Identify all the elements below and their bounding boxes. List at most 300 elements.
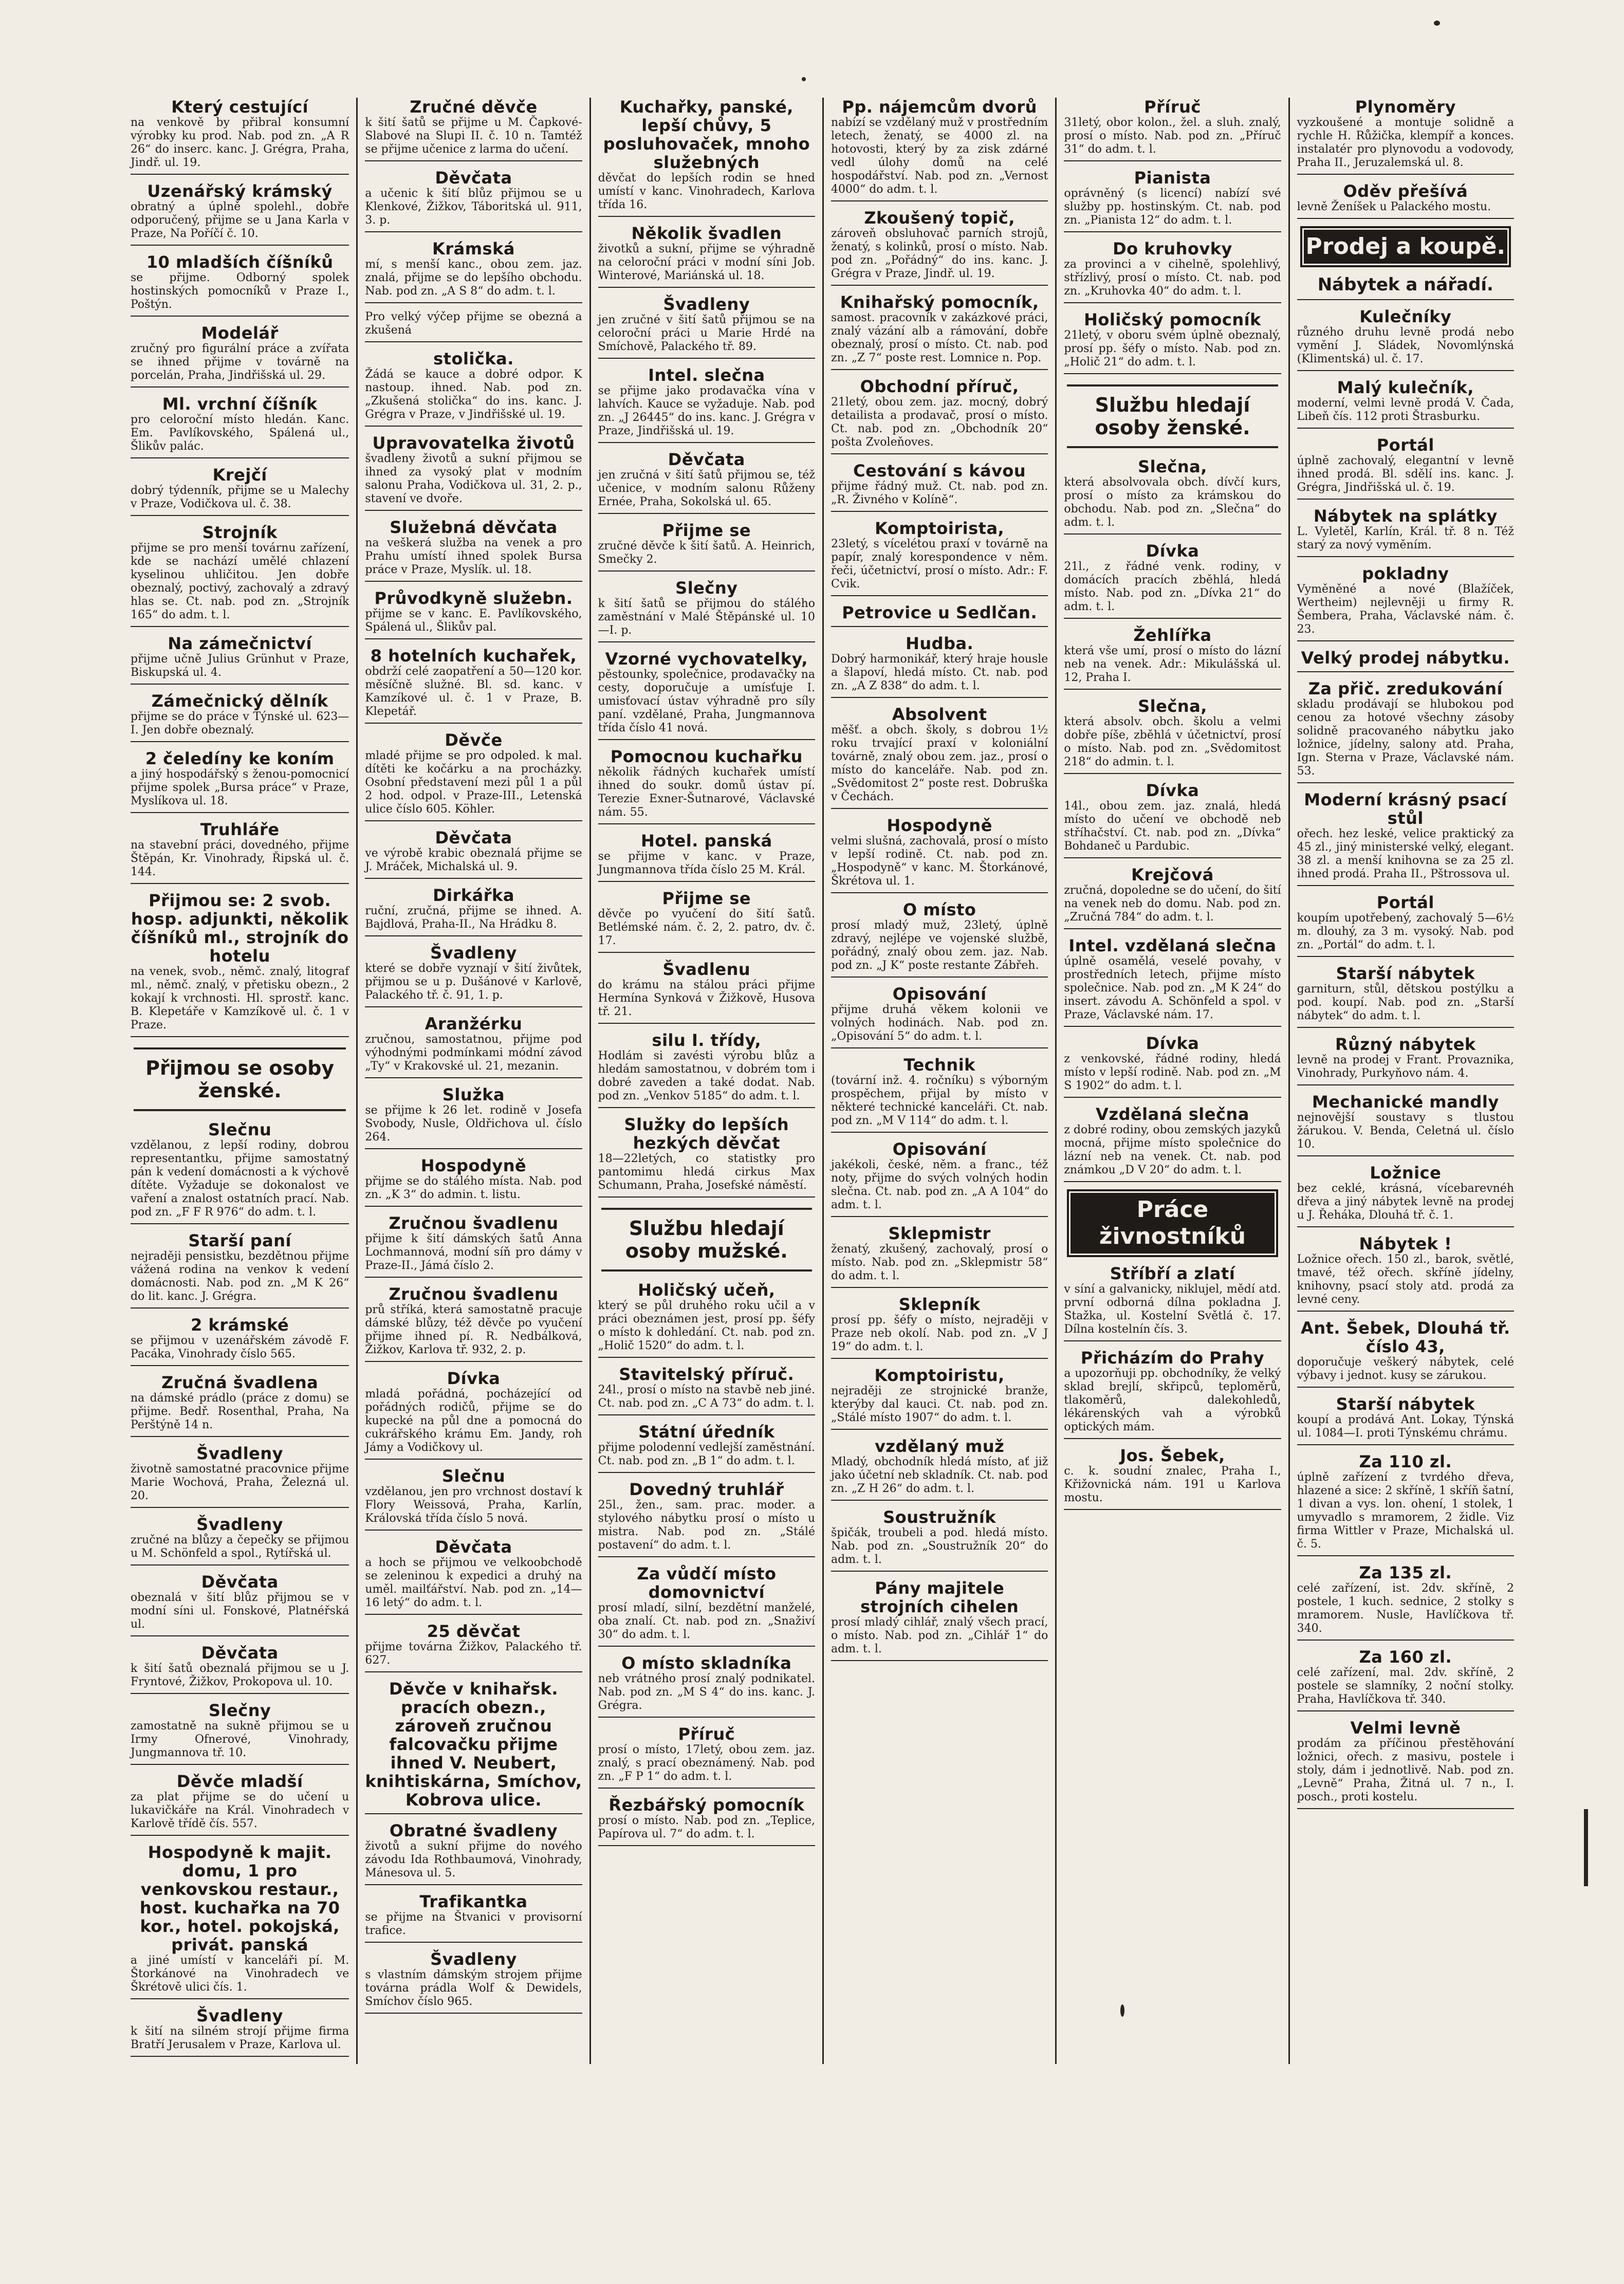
ad-divider bbox=[1297, 1710, 1514, 1711]
section-heading: Službu hledají osoby mužské. bbox=[601, 1208, 812, 1272]
ad-headline: Hospodyně bbox=[887, 816, 992, 835]
ad-divider bbox=[831, 697, 1048, 698]
classified-ad bbox=[131, 1515, 349, 1565]
classified-ad bbox=[1064, 697, 1281, 774]
ad-divider bbox=[598, 1646, 815, 1647]
classified-ad bbox=[1064, 865, 1281, 929]
ad-text: doporučuje veškerý nábytek, celé výbavy i jednot. kusy se zárukou. bbox=[1297, 1356, 1514, 1382]
ad-divider bbox=[1297, 218, 1514, 219]
ad-headline: Pianista bbox=[1134, 168, 1211, 188]
ad-headline: Holičský učeň, bbox=[638, 1280, 776, 1300]
ad-text: úplně osamělá, veselé povahy, v prostředních letech, přijme místo společnice. Nab. pod zn. „M K 24“ do insert. závodu A. Schönfeld a spol. v Praze, Václavské nám. 17. bbox=[1064, 955, 1281, 1021]
ad-headline: stolička. bbox=[433, 349, 514, 369]
ad-divider bbox=[831, 1500, 1048, 1501]
ad-divider bbox=[1297, 1311, 1514, 1312]
ad-divider bbox=[365, 1361, 582, 1362]
ad-text: úplně zachovalý, elegantní v levně ihned prodá. Bl. sdělí ins. kanc. J. Grégra, Jindřišská ul. č. 19. bbox=[1297, 454, 1514, 494]
ad-divider bbox=[598, 1107, 815, 1108]
ad-divider bbox=[1297, 174, 1514, 175]
classified-ad bbox=[1297, 1093, 1514, 1156]
ad-divider bbox=[131, 1365, 349, 1366]
ad-text: z venkovské, řádné rodiny, hledá místo v lepší rodině. Nab. pod zn. „M S 1902“ do adm. t. l. bbox=[1064, 1053, 1281, 1092]
classified-ad bbox=[365, 647, 582, 724]
ad-text: Žádá se kauce a dobré odpor. K nastoup. ihned. Nab. pod zn. „Zkušená stolička“ do ins. kanc. J. Grégra v Praze, v Jindřišské ul. 19. bbox=[365, 368, 582, 421]
classified-ad bbox=[1297, 564, 1514, 641]
ad-divider bbox=[831, 595, 1048, 596]
ad-divider bbox=[131, 1998, 349, 1999]
classified-ad bbox=[1064, 936, 1281, 1027]
ad-text: prů stříká, která samostatně pracuje dámské blůzy, též děvče po vyučení přijme ihned pí. R. Nedbálková, Žižkov, Karlova tř. 932, 2. p. bbox=[365, 1303, 582, 1356]
ad-divider bbox=[1064, 1097, 1281, 1098]
ad-text: obratný a úplně spolehl., dobře odporučený, přijme se u Jana Karla v Praze, Na Poříčí č. 10. bbox=[131, 200, 349, 240]
ad-headline: Slečny bbox=[209, 1701, 271, 1720]
ad-divider bbox=[831, 453, 1048, 454]
classified-ad bbox=[831, 1437, 1048, 1501]
classified-ad bbox=[831, 1224, 1048, 1288]
ad-text: švadleny životů a sukní přijmou se ihned za vysoký plat v modním salonu Praha, Vodičkova ul. 31, 2. p., stavení ve dvoře. bbox=[365, 452, 582, 505]
ad-headline: Žehlířka bbox=[1133, 625, 1212, 645]
ad-text: pěstounky, společnice, prodavačky na cesty, doporučuje a umísťuje I. umisťovací ústav výhradně pro síly paní. vzdělané, Praha, Jungmannova třída číslo 41 nová. bbox=[598, 668, 815, 734]
ad-text: ořech. hez leské, velice praktický za 45 zl., jiný ministerské velký, elegant. 38 zl. a menší knihovna se za 25 zl. ihned prodá. Praha II., Pštrossova ul. bbox=[1297, 827, 1514, 880]
ad-text: Pro velký výčep přijme se obezná a zkušená bbox=[365, 310, 582, 337]
ad-headline: Starší paní bbox=[188, 1231, 291, 1250]
sub-heading: Nábytek a nářadí. bbox=[1297, 274, 1514, 300]
classified-ad bbox=[1297, 307, 1514, 371]
ad-headline: Příruč bbox=[678, 1724, 735, 1744]
ad-text: do krámu na stálou práci přijme Hermína Synková v Žižkově, Husova tř. 21. bbox=[598, 979, 815, 1018]
ad-text: a hoch se přijmou ve velkoobchodě se zeleninou k expedici a druhý na uměl. mailťářství. Nab. pod zn. „14—16 letý“ do adm. t. l. bbox=[365, 1556, 582, 1609]
ad-headline: Dívka bbox=[1146, 541, 1199, 561]
classified-ad bbox=[598, 747, 815, 824]
ad-text: na venkově by přibral konsumní výrobky ku prod. Nab. pod zn. „A R 26“ do inserc. kanc. J. Grégra, Praha, Jindř. ul. 19. bbox=[131, 116, 349, 169]
ad-text: z dobré rodiny, obou zemských jazyků mocná, přijme místo společnice do lázní neb na venek. Ct. nab. pod známkou „D V 20“ do adm. t. l. bbox=[1064, 1123, 1281, 1176]
ad-divider bbox=[365, 510, 582, 511]
ad-text: levně na prodej v Frant. Provaznika, Vinohrady, Purkyňovo nám. 4. bbox=[1297, 1054, 1514, 1080]
ad-text: zručné děvče k šití šatů. A. Heinrich, Smečky 2. bbox=[598, 540, 815, 566]
ad-divider bbox=[365, 1614, 582, 1615]
ad-text: přijme továrna Žižkov, Palackého tř. 627. bbox=[365, 1641, 582, 1667]
ad-text: nabízí se vzdělaný muž v prostředním letech, ženatý, se 4000 zl. na hotovosti, který by za zisk zdárné vedl úlohy domů na celé hospodářství. Nab. pod zn. „Vernost 4000“ do adm. t. l. bbox=[831, 116, 1048, 196]
classified-ad bbox=[831, 1140, 1048, 1217]
ad-headline: Švadleny bbox=[430, 1949, 517, 1969]
ad-headline: Švadleny bbox=[196, 1444, 284, 1463]
ad-divider bbox=[1297, 640, 1514, 641]
classified-ad bbox=[1064, 1446, 1281, 1510]
ad-divider bbox=[365, 878, 582, 879]
classified-ad bbox=[598, 1365, 815, 1415]
ad-text: měšť. a obch. školy, s dobrou 1½ roku trvající praxí v koloniální továrně, znalý obou zem. jaz., prosí o místo do kanceláře. Nab. pod zn. „Svědomitost 2“ poste rest. Dobruška v Čechách. bbox=[831, 724, 1048, 803]
ad-divider bbox=[1297, 1444, 1514, 1445]
ad-divider bbox=[1064, 928, 1281, 929]
ad-text: na dámské prádlo (práce z domu) se přijme. Bedř. Rosenthal, Praha, Na Perštýně 14 n. bbox=[131, 1392, 349, 1431]
ad-headline: Stavitelský příruč. bbox=[619, 1365, 795, 1384]
ad-headline: Za 160 zl. bbox=[1359, 1647, 1452, 1667]
ad-divider bbox=[365, 160, 582, 161]
ad-headline: Slečny bbox=[675, 578, 738, 598]
classified-ad bbox=[365, 828, 582, 879]
ad-text: celé zařízení, ist. 2dv. skříně, 2 postele, 1 kuch. sednice, 2 stolky s mramorem. Nusle, Havlíčkova tř. 340. bbox=[1297, 1582, 1514, 1635]
classified-ad bbox=[131, 1644, 349, 1694]
ad-text: prosí mladý muž, 23letý, úplně zdravý, nejlépe ve vojenské službě, pořádný, znalý obou zem. jaz. Nab. pod zn. „J K“ poste restante Zábřeh. bbox=[831, 919, 1048, 972]
ad-divider bbox=[1297, 1555, 1514, 1556]
classified-ad bbox=[131, 395, 349, 458]
classified-ad bbox=[598, 224, 815, 288]
classified-ad bbox=[1297, 1648, 1514, 1711]
ad-text: velmi slušná, zachovalá, prosí o místo v lepší rodině. Ct. nab. pod zn. „Hospodyně“ v kanc. M. Štorkánové, Škrétova ul. 1. bbox=[831, 835, 1048, 888]
classified-ad bbox=[598, 1423, 815, 1473]
column-6 bbox=[1288, 98, 1521, 2064]
ad-text: zamostatně na sukně přijmou se u Irmy Ofnerové, Vinohrady, Jungmannova tř. 10. bbox=[131, 1720, 349, 1759]
ad-divider bbox=[1064, 231, 1281, 232]
ad-text: 31letý, obor kolon., žel. a sluh. znalý, prosí o místo. Nab. pod zn. „Příruč 31“ do adm. t. l. bbox=[1064, 116, 1281, 156]
ad-headline: Knihařský pomocník, bbox=[840, 292, 1039, 312]
ad-text: které se dobře vyznají v šití živůtek, přijmou se u p. Dušánové v Karlově, Palackého tř. č. 91, 1. p. bbox=[365, 962, 582, 1002]
ad-headline: 8 hotelních kuchařek, bbox=[370, 646, 577, 666]
ad-headline: Cestování s kávou bbox=[853, 461, 1026, 481]
ad-headline: Za 110 zl. bbox=[1359, 1452, 1452, 1471]
ad-text: zručnou, samostatnou, přijme pod výhodnými podmínkami módní závod „Ty“ v Krakovské ul. 21, mezanin. bbox=[365, 1033, 582, 1073]
ad-text: 23letý, s vícelétou praxí v továrně na papír, znalý korespondence v něm. řeči, účetnictví, prosí o místo. Adr.: F. Cvik. bbox=[831, 538, 1048, 591]
ad-divider bbox=[365, 1277, 582, 1278]
ad-headline: Který cestující bbox=[171, 97, 309, 117]
ad-text: která absolv. obch. školu a velmi dobře píše, zběhlá v účetnictví, prosí o místo. Nab. pod zn. „Svědomitost 218“ do admin. t. l. bbox=[1064, 715, 1281, 768]
classified-ad bbox=[598, 295, 815, 359]
ad-divider bbox=[365, 638, 582, 639]
ad-headline: Za vůdčí místo domovnictví bbox=[637, 1564, 777, 1602]
classified-ad bbox=[1064, 240, 1281, 303]
ad-text: přijme učně Julius Grünhut v Praze, Biskupská ul. 4. bbox=[131, 653, 349, 679]
ad-divider bbox=[831, 1358, 1048, 1359]
ad-divider bbox=[365, 1077, 582, 1078]
ad-headline: Technik bbox=[903, 1055, 975, 1075]
ad-text: jakékoli, české, něm. a franc., též noty, přijme do svých volných hodin slečna. Ct. nab. pod zn. „A A 104“ do adm. t. l. bbox=[831, 1158, 1048, 1211]
ad-headline: Švadlenu bbox=[662, 960, 751, 979]
ad-text: 14l., obou zem. jaz. znalá, hledá místo do učení ve obchodě neb stříhačství. Ct. nab. pod zn. „Dívka“ Bohdaneč u Pardubic. bbox=[1064, 800, 1281, 853]
ad-headline: Švadleny bbox=[196, 1515, 284, 1534]
ad-divider bbox=[1297, 1084, 1514, 1085]
ad-text: prosí mladí, silní, bezdětní manželé, oba znalí. Ct. nab. pod zn. „Snaživí 30“ do adm. t. l. bbox=[598, 1601, 815, 1641]
ad-text: mí, s menší kanc., obou zem. jaz. znalá, přijme se do lepšího obchodu. Nab. pod zn. „A S 8“ do adm. t. l. bbox=[365, 258, 582, 298]
ad-headline: Zručná švadlena bbox=[161, 1373, 319, 1392]
ad-divider bbox=[1297, 1640, 1514, 1641]
ad-divider bbox=[1297, 499, 1514, 500]
ad-headline: Za přič. zredukování bbox=[1308, 679, 1503, 698]
ad-headline: Krejčová bbox=[1131, 865, 1214, 885]
ad-divider bbox=[598, 570, 815, 572]
ad-headline: silu I. třídy, bbox=[652, 1030, 762, 1050]
classified-ad bbox=[365, 1821, 582, 1885]
classified-ad bbox=[598, 450, 815, 514]
ad-headline: Přicházím do Prahy bbox=[1080, 1348, 1265, 1368]
ad-text: děvčat do lepších rodin se hned umístí v kanc. Vinohradech, Karlova třída 16. bbox=[598, 172, 815, 211]
ad-divider bbox=[365, 935, 582, 936]
classified-ad bbox=[1064, 1105, 1281, 1182]
ad-divider bbox=[365, 1459, 582, 1460]
ad-headline: Dirkářka bbox=[433, 886, 514, 905]
ad-text: bez ceklé, krásná, vícebarevnéh dřeva a jiný nábytek levně na prodej u J. Řeháka, Dlouhá tř. č. 1. bbox=[1297, 1182, 1514, 1222]
classified-ad bbox=[1064, 626, 1281, 690]
ad-text: různého druhu levně prodá nebo vymění J. Sládek, Novomlýnská (Klimentská) ul. č. 17. bbox=[1297, 326, 1514, 365]
ad-text: 21l., z řádné venk. rodiny, v domácích pracích zběhlá, hledá místo. Nab. pod zn. „Dívka 21“ do adm. t. l. bbox=[1064, 560, 1281, 613]
classified-ad bbox=[831, 816, 1048, 893]
ad-headline: Na zámečnictví bbox=[168, 634, 312, 653]
ad-divider bbox=[1297, 428, 1514, 429]
ad-text: Ložnice ořech. 150 zl., barok, světlé, tmavé, též ořech. skříně jídelny, knihovny, psací stoly atd. prodá za levné ceny. bbox=[1297, 1253, 1514, 1306]
classified-ad bbox=[1064, 781, 1281, 858]
ad-text: neb vrátného prosí znalý podnikatel. Nab. pod zn. „M S 4“ do ins. kanc. J. Grégra. bbox=[598, 1672, 815, 1712]
ad-divider bbox=[1064, 533, 1281, 535]
ad-divider bbox=[365, 1942, 582, 1943]
ad-divider bbox=[1064, 1509, 1281, 1510]
ad-headline: Švadleny bbox=[196, 2006, 284, 2025]
classified-ad bbox=[131, 466, 349, 516]
classified-ad bbox=[1297, 436, 1514, 500]
ad-text: a upozorňuji pp. obchodníky, že velký sklad brejlí, skřipců, teploměrů, tlakoměrů, dalekohledů, lékárenských vah a výrobků optických mám. bbox=[1064, 1367, 1281, 1433]
ad-text: přijme se do práce v Týnské ul. 623—I. Jen dobře obeznalý. bbox=[131, 710, 349, 736]
ad-text: 18—22letých, co statistky pro pantomimu hledá cirkus Max Schumann, Praha, Josefské náměstí. bbox=[598, 1152, 815, 1192]
classified-ad bbox=[831, 900, 1048, 978]
ad-headline: Portál bbox=[1376, 435, 1434, 455]
ad-headline: Děvčata bbox=[435, 1537, 512, 1557]
ad-text: Dobrý harmonikář, který hraje housle a šlapoví, hledá místo. Ct. nab. pod zn. „A Z 838“ do adm. t. l. bbox=[831, 653, 1048, 692]
ad-divider bbox=[131, 1436, 349, 1437]
classified-ad bbox=[131, 98, 349, 175]
ad-headline: Jos. Šebek, bbox=[1120, 1446, 1225, 1465]
ad-divider bbox=[1064, 857, 1281, 858]
ad-headline: Příruč bbox=[1144, 97, 1201, 117]
ad-divider bbox=[1064, 160, 1281, 161]
ad-headline: Zámečnický dělník bbox=[151, 691, 328, 711]
ad-headline: Zkoušený topič, bbox=[864, 208, 1016, 228]
ad-divider bbox=[131, 741, 349, 742]
ad-divider bbox=[831, 1660, 1048, 1661]
ad-divider bbox=[365, 426, 582, 427]
ad-headline: Vzorné vychovatelky, bbox=[605, 649, 808, 669]
ad-text: se přijme v kanc. v Praze, Jungmannova třída číslo 25 M. Král. bbox=[598, 850, 815, 876]
ad-headline: 25 děvčat bbox=[427, 1622, 521, 1641]
classified-ad bbox=[131, 324, 349, 388]
ad-divider bbox=[1297, 956, 1514, 957]
ad-text: ženatý, zkušený, zachovalý, prosí o místo. Nab. pod zn. „Sklepmistr 58“ do adm. t. l. bbox=[831, 1243, 1048, 1282]
ad-text: dobrý týdenník, přijme se u Malechy v Praze, Vodičkova ul. č. 38. bbox=[131, 484, 349, 510]
ad-divider bbox=[365, 1813, 582, 1814]
ad-headline: Aranžérku bbox=[425, 1014, 523, 1034]
ad-divider bbox=[131, 1635, 349, 1636]
ad-text: prosí mladý cihlář, znalý všech prací, o místo. Nab. pod zn. „Cihlář 1“ do adm. t. l. bbox=[831, 1616, 1048, 1655]
classified-ad bbox=[831, 603, 1048, 627]
ad-text: úplně zařízení z tvrdého dřeva, hlazené a sice: 2 skříně, 1 skříň šatní, 1 divan a vys. lon. ohení, 1 stolek, 1 umyvadlo s mramorem, 2 židle. Viz firma Wittler v Praze, Michalská ul. č. 5. bbox=[1297, 1471, 1514, 1551]
ad-headline: Švadleny bbox=[430, 943, 517, 963]
classified-ad bbox=[831, 98, 1048, 201]
ad-text: k šití šatů se přijmou do stálého zaměstnání v Malé Štěpánské ul. 10—I. p. bbox=[598, 597, 815, 637]
section-heading: Službu hledají osoby ženské. bbox=[1067, 384, 1278, 448]
ad-text: L. Vyletěl, Karlín, Král. tř. 8 n. Též starý za nový vyměním. bbox=[1297, 525, 1514, 551]
classified-ad bbox=[831, 1579, 1048, 1661]
ad-text: skladu prodávají se hlubokou pod cenou za hotové všechny zásoby solidně pracovaného nábytku jako ložnice, jídelny, salony atd. Praha, Ign. Sterna v Praze, Václavské nám. 53. bbox=[1297, 698, 1514, 778]
ad-text: zručná, dopoledne se do učení, do šití na venek neb do domu. Nab. pod zn. „Zručná 784“ do adm. t. l. bbox=[1064, 884, 1281, 924]
ad-text: levně Ženíšek u Palackého mostu. bbox=[1297, 200, 1491, 213]
classified-ad bbox=[1064, 169, 1281, 232]
classified-ad bbox=[1297, 964, 1514, 1028]
classified-ad bbox=[1064, 542, 1281, 619]
ad-text: několik řádných kuchařek umístí ihned do soukr. domů ústav pí. Terezie Exner-Šutnarové, Václavské nám. 55. bbox=[598, 766, 815, 819]
ad-text: se přijme na Štvanici v provisorní trafice. bbox=[365, 1911, 582, 1937]
classified-ad bbox=[598, 579, 815, 642]
ad-headline: Pomocnou kuchařku bbox=[610, 747, 803, 766]
ad-text: se přijme jako prodavačka vína v lahvích. Kauce se vyžaduje. Nab. pod zn. „J 26445“ do ins. kanc. J. Grégra v Praze, Jindřišská ul. 19. bbox=[598, 384, 815, 437]
ad-headline: Intel. slečna bbox=[648, 365, 765, 385]
ad-headline: Státní úředník bbox=[638, 1422, 775, 1442]
ad-text: na venek, svob., němč. znalý, litograf ml., němč. znalý, v přetisku obezn., 2 kokají k vrchnosti. Hl. sprostř. kanc. B. Klepetáře v Kamzíkově ul. č. 1 v Praze. bbox=[131, 965, 349, 1032]
ad-text: celé zařízení, mal. 2dv. skříně, 2 postele se slamníky, 2 noční stolky. Praha, Havlíčkova tř. 340. bbox=[1297, 1666, 1514, 1706]
ad-headline: Strojník bbox=[202, 523, 278, 542]
ad-text: přijme k šití dámských šatů Anna Lochmannová, modní síň pro dámy v Praze-II., Jámá číslo 2. bbox=[365, 1232, 582, 1272]
section-banner: Práce živnostníků bbox=[1067, 1189, 1278, 1257]
ad-text: moderní, velmi levně prodá V. Čada, Libeň čís. 112 proti Štrasburku. bbox=[1297, 397, 1514, 423]
ad-divider bbox=[831, 200, 1048, 201]
ad-text: a učenic k šití blůz přijmou se u Klenkové, Žižkov, Táboritská ul. 911, 3. p. bbox=[365, 187, 582, 227]
classified-ad bbox=[598, 1796, 815, 1846]
ad-divider bbox=[131, 457, 349, 458]
classified-ad bbox=[1297, 1563, 1514, 1641]
margin-mark bbox=[1584, 1809, 1588, 1886]
classified-ad bbox=[831, 377, 1048, 454]
ad-headline: Děvče mladší bbox=[176, 1772, 303, 1791]
ad-headline: Obratné švadleny bbox=[389, 1821, 558, 1840]
ad-divider bbox=[598, 358, 815, 359]
ad-text: mladá pořádná, pocházející od pořádných rodičů, přijme se do kupecké na půl dne a pomocná do cukrářského krámu Em. Jandy, roh Jámy a Vodičkovy ul. bbox=[365, 1388, 582, 1454]
ad-text: nejraději ze strojnické branže, kterýby dal kauci. Ct. nab. pod zn. „Stálé místo 1907“ do adm. t. l. bbox=[831, 1385, 1048, 1424]
ad-headline: Slečnu bbox=[441, 1466, 506, 1486]
ad-divider bbox=[365, 1206, 582, 1207]
ad-divider bbox=[831, 369, 1048, 370]
ad-text: za plat přijme se do učení u lukavičkáře na Král. Vinohradech v Karlově třídě čís. 557. bbox=[131, 1791, 349, 1830]
ad-divider bbox=[131, 1764, 349, 1765]
classified-ad bbox=[598, 960, 815, 1024]
classified-ad bbox=[131, 1772, 349, 1836]
classified-ad bbox=[131, 182, 349, 246]
ad-headline: Za 135 zl. bbox=[1359, 1563, 1452, 1582]
classified-ad bbox=[365, 1285, 582, 1362]
ad-headline: Absolvent bbox=[892, 705, 987, 724]
ad-divider bbox=[598, 513, 815, 514]
ad-divider bbox=[365, 1884, 582, 1885]
classified-ad bbox=[1297, 790, 1514, 886]
column-5 bbox=[1055, 98, 1288, 2064]
ad-divider bbox=[1297, 885, 1514, 886]
ad-text: jen zručné v šití šatů přijmou se na celoroční práci u Marie Hrdé na Smíchově, Palackého tř. 89. bbox=[598, 314, 815, 353]
classified-ad bbox=[1297, 378, 1514, 429]
ad-headline: Plynoměry bbox=[1355, 97, 1456, 117]
ad-text: garniturn, stůl, dětskou postýlku a pod. koupí. Nab. pod zn. „Starší nábytek“ do adm. t. l. bbox=[1297, 983, 1514, 1022]
ad-text: 21letý, v oboru svém úplně obeznalý, prosí pp. šéfy o místo. Nab. pod zn. „Holič 21“ do adm. t. l. bbox=[1064, 329, 1281, 369]
classified-ad bbox=[131, 2006, 349, 2057]
classified-ad bbox=[598, 832, 815, 882]
ad-text: ruční, zručná, přijme se ihned. A. Bajdlová, Praha-II., Na Hrádku 8. bbox=[365, 905, 582, 931]
ad-divider bbox=[831, 1047, 1048, 1048]
ad-headline: Nábytek ! bbox=[1359, 1234, 1452, 1254]
ad-headline: Švadleny bbox=[663, 294, 750, 314]
classified-ad bbox=[131, 634, 349, 685]
ad-headline: Služky do lepších hezkých děvčat bbox=[624, 1115, 789, 1153]
classified-ad bbox=[365, 434, 582, 511]
ad-headline: Dovedný truhlář bbox=[629, 1480, 784, 1499]
classified-ad bbox=[1297, 1719, 1514, 1809]
classified-ad bbox=[1064, 310, 1281, 374]
ad-headline: Malý kulečník, bbox=[1337, 378, 1474, 397]
ad-text: a jiný hospodářský s ženou-pomocnicí přijme spolek „Bursa práce“ v Praze, Myslíkova ul. 18. bbox=[131, 768, 349, 807]
classified-ad bbox=[831, 705, 1048, 809]
ad-divider bbox=[1064, 1438, 1281, 1439]
ad-text: se přijme k 26 let. rodině v Josefa Svobody, Nusle, Oldřichova ul. číslo 264. bbox=[365, 1104, 582, 1144]
ad-headline: Upravovatelka životů bbox=[372, 433, 575, 453]
ad-headline: Pp. nájemcům dvorů bbox=[842, 97, 1037, 117]
ad-headline: 2 čeledíny ke koním bbox=[145, 749, 335, 768]
classified-ad bbox=[598, 889, 815, 953]
ad-headline: Přijme se bbox=[662, 521, 751, 540]
ad-text: pro celoroční místo hledán. Kanc. Em. Pavlíkovského, Spálená ul., Šlikův palác. bbox=[131, 413, 349, 453]
classified-ad bbox=[831, 634, 1048, 698]
ad-text: 25l., žen., sam. prac. moder. a stylového nábytku prosí o místo u mistra. Nab. pod zn. „Stálé postavení“ do adm. t. l. bbox=[598, 1499, 815, 1552]
ad-text: obeznalá v šití blůz přijmou se v modní síni ul. Fonskové, Platnéřská ul. bbox=[131, 1591, 349, 1631]
ad-divider bbox=[365, 231, 582, 232]
classified-ad bbox=[131, 253, 349, 317]
ad-headline: Vzdělaná slečna bbox=[1096, 1104, 1249, 1124]
ad-text: se přijmou v uzenářském závodě F. Pacáka, Vinohrady číslo 565. bbox=[131, 1334, 349, 1360]
ad-divider bbox=[598, 1717, 815, 1718]
ad-headline: Děvče v knihařsk. pracích obezn., zároveň zručnou falcovačku přijme ihned V. Neubert, knihtiskárna, Smíchov, Kobrova ulice. bbox=[365, 1679, 582, 1810]
ad-text: a jiné umístí v kanceláři pí. M. Štorkánové na Vinohradech ve Škrétově ulici čís. 1. bbox=[131, 1954, 349, 1994]
ad-divider bbox=[1297, 1155, 1514, 1156]
ad-headline: Děvčata bbox=[668, 450, 745, 469]
ad-text: který se půl druhého roku učil a v práci obeznámen jest, prosí pp. šéfy o místo k dohledání. Ct. nab. pod zn. „Holič 1520“ do adm. t. l. bbox=[598, 1299, 815, 1352]
ad-text: životně samostatné pracovnice přijme Marie Wochová, Praha, Železná ul. 20. bbox=[131, 1463, 349, 1502]
classified-ad bbox=[365, 589, 582, 639]
section-heading: Přijmou se osoby ženské. bbox=[134, 1047, 346, 1111]
classified-ad bbox=[131, 1573, 349, 1636]
ad-divider bbox=[131, 316, 349, 317]
ad-text: prosí pp. šéfy o místo, nejraději v Praze neb okolí. Nab. pod zn. „V J 19“ do adm. t. l. bbox=[831, 1314, 1048, 1353]
ad-headline: Mechanické mandly bbox=[1312, 1092, 1499, 1112]
ad-divider bbox=[131, 1564, 349, 1565]
ad-text: k šití šatů obeznalá přijmou se u J. Fryntové, Žižkov, Prokopova ul. 10. bbox=[131, 1662, 349, 1688]
ad-divider bbox=[1297, 1808, 1514, 1809]
classified-ad bbox=[831, 1508, 1048, 1572]
ad-divider bbox=[131, 1507, 349, 1508]
ad-headline: Krámská bbox=[432, 239, 515, 259]
ad-headline: Kuchařky, panské, lepší chůvy, 5 posluhovaček, mnoho služebných bbox=[603, 97, 810, 172]
ad-headline: Dívka bbox=[447, 1369, 501, 1388]
classified-ad bbox=[1297, 507, 1514, 557]
ad-divider bbox=[1064, 1340, 1281, 1341]
ad-headline: Sklepmistr bbox=[888, 1224, 991, 1243]
ad-divider bbox=[831, 892, 1048, 893]
ad-text: obdrží celé zaopatření a 50—120 kor. měsíčně služné. Bl. sd. kanc. v Kamzíkové ul. č. 1 v Praze, B. Klepetář. bbox=[365, 665, 582, 718]
ad-divider bbox=[131, 626, 349, 627]
ad-text: za provinci a v cihelně, spolehlivý, střízlivý, prosí o místo. Ct. nab. pod zn. „Kruhovka 40“ do adm. t. l. bbox=[1064, 258, 1281, 298]
ad-divider bbox=[1064, 1181, 1281, 1182]
ad-divider bbox=[1297, 370, 1514, 371]
ad-text: přijme se pro menší továrnu zařízení, kde se nachází umělé chlazení kyselinou uhličitou. Jen dobře obeznalý, poctivý, zachovalý a zdravý hlas se. Ct. nab. pod zn. „Strojník 165“ do adm. t. l. bbox=[131, 542, 349, 621]
ad-divider bbox=[131, 174, 349, 175]
ad-headline: Přijme se bbox=[662, 889, 751, 908]
ad-headline: Slečnu bbox=[208, 1120, 272, 1139]
ad-headline: O místo skladníka bbox=[621, 1653, 792, 1673]
ad-headline: Opisování bbox=[892, 1139, 987, 1159]
column-1 bbox=[123, 98, 356, 2064]
ad-text: samost. pracovník v zakázkové práci, znalý vázání alb a rámování, dobře obeznalý, prosí o místo. Ct. nab. pod zn. „Z 7“ poste rest. Lomnice n. Pop. bbox=[831, 311, 1048, 364]
classified-ad bbox=[1297, 1235, 1514, 1312]
